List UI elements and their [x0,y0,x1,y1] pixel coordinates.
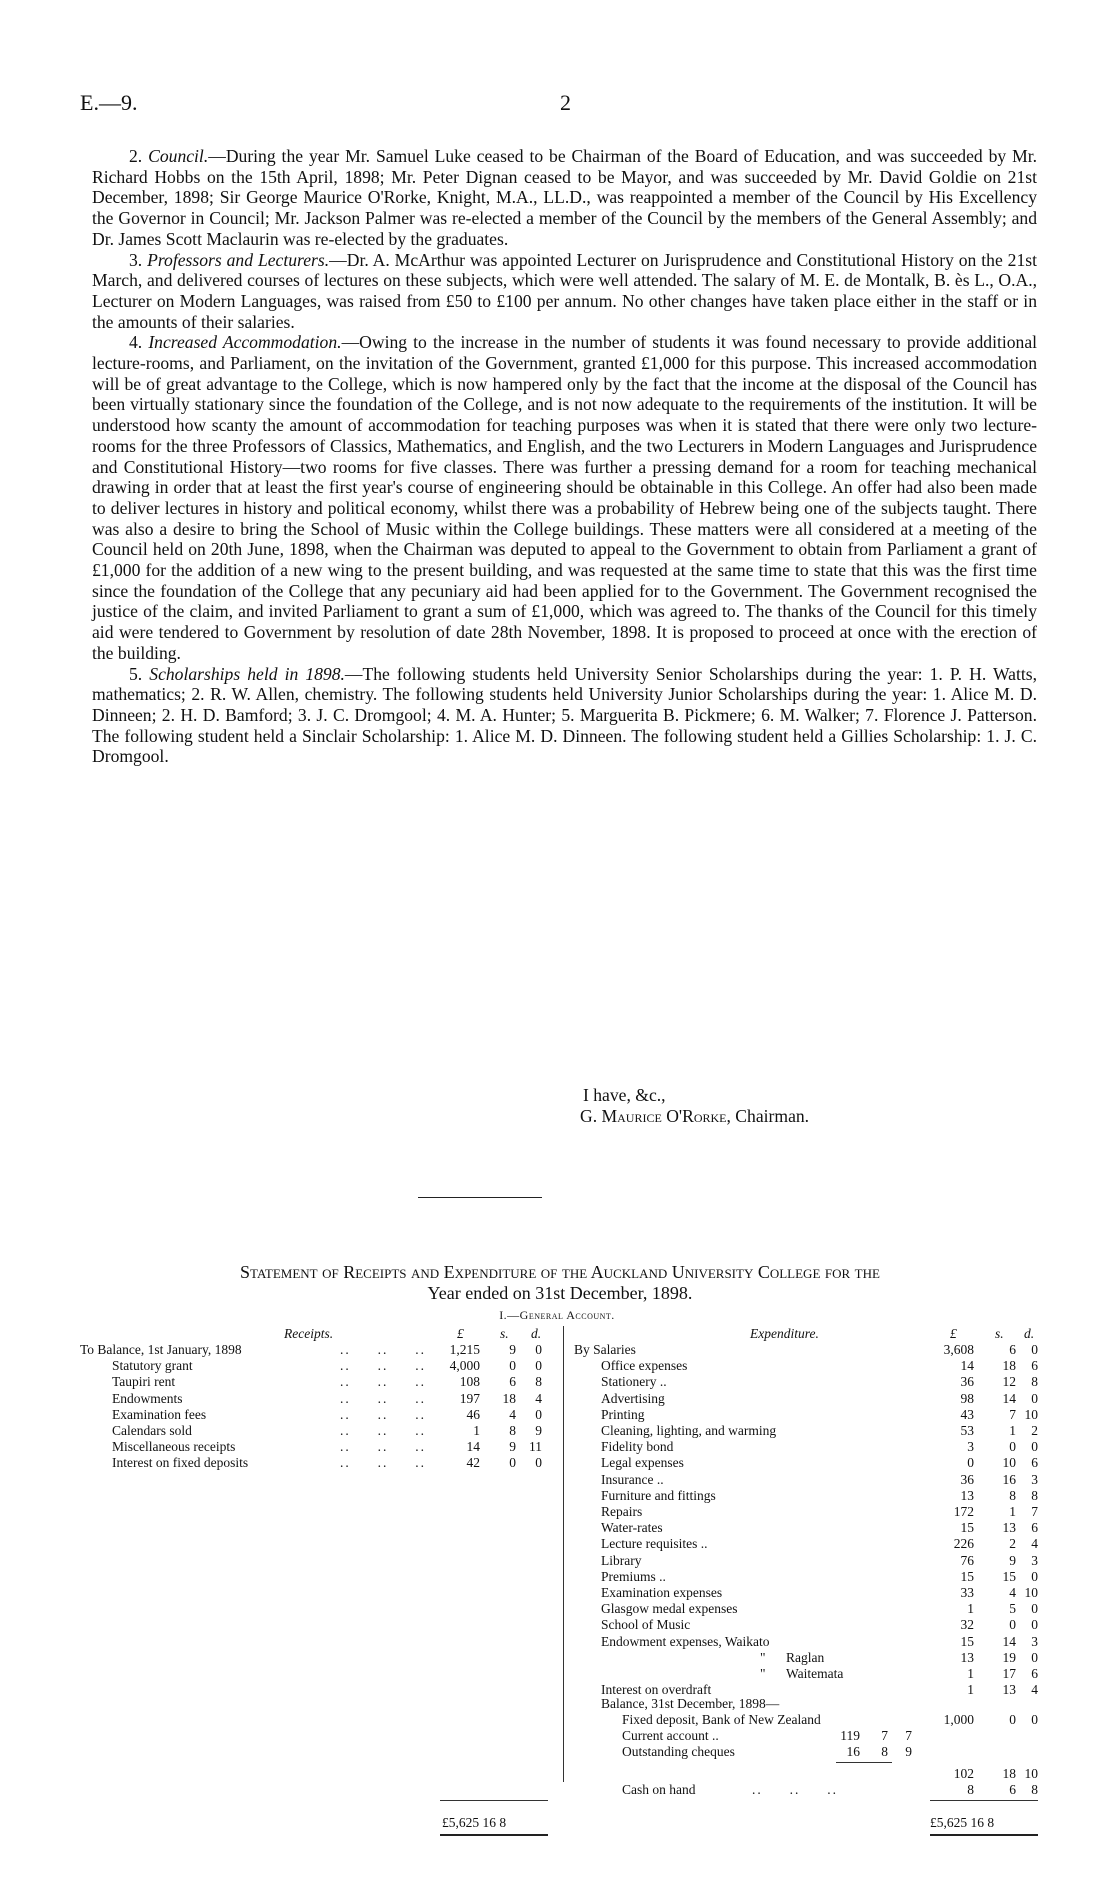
expenditure-shillings: 7 [1009,1406,1016,1422]
paragraph-number: 2. [129,146,149,166]
fixed-deposit-label: Fixed deposit, Bank of New Zealand [622,1712,821,1727]
expenditure-pounds-header: £ [950,1326,957,1341]
expenditure-label: School of Music [601,1617,691,1633]
leader-dots: .. .. .. [340,1406,426,1422]
expenditure-pounds: 15 [960,1633,974,1649]
expenditure-pence: 2 [1031,1423,1038,1438]
expenditure-pence: 3 [1031,1552,1038,1568]
receipt-pounds: 197 [459,1390,480,1406]
document-reference: E.—9. [80,90,138,115]
expenditure-pounds: 3 [967,1439,974,1455]
receipts-total-double-rule [440,1834,548,1836]
receipt-label: Endowments [112,1390,183,1406]
expenditure-shillings: 16 [1002,1471,1016,1487]
receipt-pounds: 42 [466,1455,480,1471]
expenditure-label: Water-rates [601,1520,663,1536]
receipts-pounds-header: £ [457,1326,464,1341]
expenditure-pounds: 1 [967,1666,974,1681]
expenditure-pence: 6 [1031,1520,1038,1536]
paragraph-text: —Owing to the increase in the number of students it was found necessary to provide additional lecture-rooms, and Parliament, on the invitation of the Government, granted £1,000 for this purpose. This increased accommodation will be of great advantage to the College, which is now hampered only by the fact that the income at the disposal of the Council has been virtually stationary since the foundation of the College, and is not now adequate to the requirements of the institution. It will be understood how scanty the amount of accommodation for teaching purposes was when it is stated that there were only two lecture-rooms for the three Professors of Classics, Mathematics, and English, and the two Lecturers in Modern Languages and Jurisprudence and Constitutional History—two rooms for five classes. There was further a pressing demand for a room for teaching mechanical drawing in order that at least the first year's course of engineering should be obtainable in this College. An offer had also been made to deliver lectures in history and political economy, whilst there was a probability of Hebrew being one of the subjects taught. There was also a desire to bring the School of Music within the College buildings. These matters were all considered at a meeting of the Council held on 20th June, 1898, when the Chairman was deputed to appeal to the Government to obtain from Parliament a grant of £1,000 for the addition of a new wing to the present building, and was requested at the same time to state that this was the first time since the foundation of the College that any pecuniary aid had been applied for to the Government. The Government recognised the justice of the claim, and invited Parliament to grant a sum of £1,000, which was agreed to. The thanks of the Council for this timely aid were tendered to Government by resolution of date 28th November, 1898. It is proposed to proceed at once with the erection of the building. [92,332,1038,663]
receipt-shillings: 8 [509,1423,516,1438]
expenditure-label: Raglan [786,1649,825,1665]
outstanding-cheques-pounds: 16 [846,1744,860,1759]
receipts-shillings-header: s. [500,1326,509,1341]
expenditure-shillings: 12 [1002,1374,1016,1390]
expenditure-shillings: 13 [1002,1682,1016,1698]
expenditure-pence: 4 [1031,1536,1038,1552]
receipt-label: Taupiri rent [112,1374,176,1390]
paragraph-number: 3. [129,249,148,270]
leader-dots: .. .. .. [340,1423,426,1438]
receipt-pounds: 1 [473,1423,480,1438]
receipt-label: Calendars sold [112,1423,192,1438]
expenditure-label: Advertising [601,1390,665,1406]
current-account-pounds: 119 [840,1728,860,1743]
receipt-label: To Balance, 1st January, 1898 [80,1342,242,1357]
expenditure-pounds: 36 [960,1374,974,1390]
expenditure-pounds: 226 [953,1536,974,1552]
net-balance-pounds: 102 [953,1766,974,1781]
receipt-shillings: 9 [509,1439,516,1455]
cash-on-hand-label: Cash on hand [622,1782,696,1797]
receipt-pence: 4 [535,1390,542,1406]
expenditure-label: Lecture requisites .. [601,1536,708,1552]
outstanding-cheques-shillings: 8 [881,1744,888,1759]
expenditure-pence-header: d. [1024,1326,1035,1341]
expenditure-pence: 10 [1024,1585,1038,1600]
expenditure-pence: 6 [1031,1358,1038,1374]
expenditure-shillings-header: s. [995,1326,1004,1341]
leader-dots: .. .. .. [752,1782,838,1797]
expenditure-pounds: 13 [960,1649,974,1665]
expenditure-pounds: 1 [967,1682,974,1698]
receipt-pence: 11 [529,1439,542,1455]
receipt-pounds: 14 [466,1439,480,1455]
expenditure-pence: 0 [1031,1342,1038,1357]
paragraph-text: —During the year Mr. Samuel Luke ceased to be Chairman of the Board of Education, and was succeeded by Mr. Richard Hobbs on the 15th April, 1898; Mr. Peter Dignan ceased to be Mayor, and was succeeded by Mr. David Goldie on 21st December, 1898; Sir George Maurice O'Rorke, Knight, M.A., LL.D., was reappointed a member of the Council by His Excellency the Governor in Council; Mr. Jackson Palmer was re-elected a member of the Council by the members of the General Assembly; and Dr. James Scott Maclaurin was re-elected by the graduates. [92,146,1038,249]
expenditure-pounds: 32 [960,1617,974,1633]
expenditure-pence: 8 [1031,1374,1038,1390]
fixed-deposit-pounds: 1,000 [943,1712,974,1727]
expenditure-shillings: 5 [1009,1601,1016,1617]
statement-title-line1: Statement of Receipts and Expenditure of the Auckland University College for the [240,1262,880,1282]
expenditure-pence: 0 [1031,1649,1038,1665]
expenditure-pence: 3 [1031,1471,1038,1487]
expenditure-pounds: 15 [960,1568,974,1584]
current-account-shillings: 7 [881,1728,888,1743]
paragraph-heading: Professors and Lecturers. [147,249,330,270]
expenditure-pounds: 13 [960,1487,974,1503]
expenditure-label: Printing [601,1406,645,1422]
signoff-greeting: I have, &c., [583,1085,666,1105]
leader-dots: .. .. .. [340,1374,426,1390]
receipt-pounds: 1,215 [449,1342,480,1357]
receipt-shillings: 6 [509,1374,516,1390]
paragraph-heading: Increased Accommodation. [148,332,342,353]
expenditure-shillings: 13 [1002,1520,1016,1536]
leader-dots: .. .. .. [340,1455,426,1471]
expenditure-label: Cleaning, lighting, and warming [601,1423,777,1438]
expenditure-label: Repairs [601,1504,643,1519]
expenditure-pence: 0 [1031,1601,1038,1617]
expenditure-label: Interest on overdraft [601,1682,712,1698]
ditto-mark: " [760,1649,766,1665]
expenditure-pence: 0 [1031,1390,1038,1406]
expenditure-shillings: 14 [1002,1633,1016,1649]
expenditure-pounds: 1 [967,1601,974,1617]
expenditure-shillings: 9 [1009,1552,1016,1568]
receipts-total: £5,625 16 8 [442,1815,507,1830]
receipt-pence: 0 [535,1342,542,1357]
expenditure-pence: 10 [1024,1406,1038,1422]
paragraph-text: —The following students held University Senior Scholarships during the year: 1. P. H. Watts, mathematics; 2. R. W. Allen, chemistry. The following students held University Junior Scholarships during the year: 1. Alice M. D. Dinneen; 2. H. D. Bamford; 3. J. C. Dromgool; 4. M. A. Hunter; 5. Marguerita B. Pickmere; 6. M. Walker; 7. Florence J. Patterson. The following student held a Sinclair Scholarship: 1. Alice M. D. Dinneen. The following student held a Gillies Scholarship: 1. J. C. Dromgool. [92,663,1037,767]
current-account-pence: 7 [905,1728,912,1743]
expenditure-shillings: 10 [1002,1455,1016,1471]
expenditure-pounds: 14 [960,1358,974,1374]
receipts-total-rule-top [440,1800,548,1801]
receipt-pounds: 108 [459,1374,480,1390]
expenditure-label: Office expenses [601,1358,688,1374]
page-number: 2 [560,90,571,115]
expenditure-label: Glasgow medal expenses [601,1601,738,1617]
receipt-shillings: 9 [509,1342,516,1357]
expenditure-pounds: 43 [960,1406,974,1422]
expenditure-pounds: 15 [960,1520,974,1536]
paragraph-number: 5. [129,663,150,684]
leader-dots: .. .. .. [340,1390,426,1406]
expenditure-shillings: 8 [1009,1487,1016,1503]
balance-heading: Balance, 31st December, 1898— [601,1696,780,1711]
receipt-pence: 0 [535,1406,542,1422]
outstanding-cheques-label: Outstanding cheques [622,1744,735,1759]
receipt-label: Interest on fixed deposits [112,1455,249,1471]
expenditure-pounds: 36 [960,1471,974,1487]
receipt-shillings: 0 [509,1455,516,1471]
receipt-pounds: 46 [466,1406,480,1422]
expenditure-pence: 0 [1031,1617,1038,1633]
receipt-shillings: 0 [509,1358,516,1374]
expenditure-pounds: 76 [960,1552,974,1568]
fixed-deposit-shillings: 0 [1009,1712,1016,1727]
expenditure-pounds: 53 [960,1423,974,1438]
expenditure-shillings: 1 [1009,1504,1016,1519]
expenditure-label: Premiums .. [601,1568,666,1584]
expenditure-label: Stationery .. [601,1374,667,1390]
expenditure-label: Legal expenses [601,1455,684,1471]
paragraph-text: —Dr. A. McArthur was appointed Lecturer on Jurisprudence and Constitutional History on the 21st March, and delivered courses of lectures on these subjects, which were well attended. The salary of M. E. de Montalk, B. ès L., O.A., Lecturer on Modern Languages, was raised from £50 to £100 per annum. No other changes have taken place either in the staff or in the amounts of their salaries. [92,249,1037,332]
receipt-pence: 8 [535,1374,542,1390]
expenditure-pence: 3 [1031,1633,1038,1649]
expenditure-total-rule-top [930,1800,1038,1801]
expenditure-shillings: 1 [1009,1423,1016,1438]
current-account-label: Current account .. [622,1728,719,1743]
receipts-pence-header: d. [531,1326,542,1341]
expenditure-label: By Salaries [574,1342,636,1357]
ditto-mark: " [760,1666,766,1681]
expenditure-shillings: 18 [1002,1358,1016,1374]
subtotal-rule [836,1762,892,1763]
expenditure-shillings: 6 [1009,1342,1016,1357]
expenditure-pence: 8 [1031,1487,1038,1503]
expenditure-shillings: 14 [1002,1390,1016,1406]
column-divider [563,1326,564,1782]
expenditure-shillings: 19 [1002,1649,1016,1665]
expenditure-shillings: 2 [1009,1536,1016,1552]
receipt-pounds: 4,000 [449,1358,480,1374]
expenditure-pounds: 3,608 [943,1342,974,1357]
receipt-pence: 0 [535,1358,542,1374]
receipt-pence: 9 [535,1423,542,1438]
leader-dots: .. .. .. [340,1342,426,1357]
expenditure-label: Endowment expenses, Waikato [601,1633,770,1649]
expenditure-total-double-rule [930,1834,1038,1836]
paragraph-heading: Scholarships held in 1898. [149,663,345,684]
expenditure-pence: 7 [1031,1504,1038,1519]
receipt-label: Statutory grant [112,1358,193,1374]
expenditure-pence: 0 [1031,1439,1038,1455]
statement-title-line2: Year ended on 31st December, 1898. [427,1283,693,1303]
receipt-shillings: 4 [509,1406,516,1422]
receipt-label: Miscellaneous receipts [112,1439,236,1455]
expenditure-label: Waitemata [786,1666,844,1681]
receipt-shillings: 18 [502,1390,516,1406]
outstanding-cheques-pence: 9 [905,1744,912,1759]
account-heading: I.—General Account. [499,1308,615,1322]
receipts-header: Receipts. [284,1326,334,1341]
leader-dots: .. .. .. [340,1358,426,1374]
expenditure-shillings: 17 [1002,1666,1016,1681]
expenditure-pence: 0 [1031,1568,1038,1584]
expenditure-label: Furniture and fittings [601,1487,716,1503]
paragraph-heading: Council. [148,146,209,166]
expenditure-label: Examination expenses [601,1585,723,1600]
expenditure-pence: 4 [1031,1682,1038,1698]
expenditure-pounds: 0 [967,1455,974,1471]
expenditure-label: Insurance .. [601,1471,664,1487]
cash-on-hand-shillings: 6 [1009,1782,1016,1797]
expenditure-pounds: 33 [960,1585,974,1600]
expenditure-label: Fidelity bond [601,1439,674,1455]
expenditure-total: £5,625 16 8 [930,1815,995,1830]
cash-on-hand-pence: 8 [1031,1782,1038,1797]
expenditure-pounds: 172 [953,1504,974,1519]
expenditure-shillings: 4 [1009,1585,1016,1600]
leader-dots: .. .. .. [340,1439,426,1455]
receipt-label: Examination fees [112,1406,207,1422]
net-balance-shillings: 18 [1002,1766,1016,1781]
expenditure-pence: 6 [1031,1666,1038,1681]
expenditure-shillings: 0 [1009,1439,1016,1455]
signatory-title: Chairman. [735,1106,810,1126]
expenditure-label: Library [601,1552,642,1568]
expenditure-pounds: 98 [960,1390,974,1406]
expenditure-pence: 6 [1031,1455,1038,1471]
net-balance-pence: 10 [1024,1766,1038,1781]
expenditure-shillings: 0 [1009,1617,1016,1633]
expenditure-shillings: 15 [1002,1568,1016,1584]
fixed-deposit-pence: 0 [1031,1712,1038,1727]
paragraph-number: 4. [129,332,149,353]
receipt-pence: 0 [535,1455,542,1471]
expenditure-header: Expenditure. [750,1326,819,1341]
cash-on-hand-pounds: 8 [967,1782,974,1797]
signatory-name: G. Maurice O'Rorke, [580,1106,731,1126]
